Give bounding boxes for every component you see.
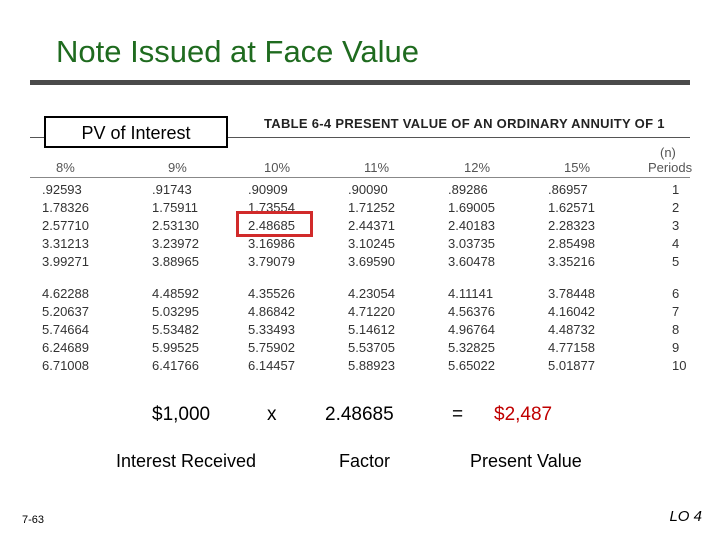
pv-of-interest-label: PV of Interest	[44, 116, 228, 148]
column-header: 11%	[364, 160, 390, 175]
table-cell: 6	[672, 286, 680, 301]
table-cell: 1.71252	[348, 200, 395, 215]
table-cell: 4.77158	[548, 340, 595, 355]
amount-value: $1,000	[152, 404, 211, 425]
table-cell: 2.28323	[548, 218, 595, 233]
slide-number: 7-63	[22, 514, 45, 526]
table-cell: 5.53482	[152, 322, 199, 337]
table-cell: 5.03295	[152, 304, 199, 319]
table-cell: 3	[672, 218, 680, 233]
table-cell: 2.44371	[348, 218, 395, 233]
title-divider	[30, 80, 690, 85]
table-cell: 4.62288	[42, 286, 89, 301]
table-cell: 6.14457	[248, 358, 295, 373]
periods-n-label: (n)	[660, 145, 676, 160]
table-cell: 1.75911	[152, 200, 199, 215]
table-cell: 4.48592	[152, 286, 199, 301]
table-caption: TABLE 6-4 PRESENT VALUE OF AN ORDINARY ANNUITY OF 1	[264, 116, 665, 131]
column-header: Periods	[648, 160, 693, 175]
table-cell: 8	[672, 322, 680, 337]
table-cell: .92593	[42, 182, 82, 197]
table-cell: 5.32825	[448, 340, 495, 355]
column-header: 10%	[264, 160, 291, 175]
table-cell: 1.62571	[548, 200, 595, 215]
table-cell: 4.96764	[448, 322, 495, 337]
table-cell: 10	[672, 358, 687, 373]
table-cell: 5.20637	[42, 304, 89, 319]
table-cell: 5.74664	[42, 322, 89, 337]
table-cell: 3.35216	[548, 254, 595, 269]
present-value-label: Present Value	[470, 451, 582, 471]
table-cell: 5.33493	[248, 322, 295, 337]
times-sign: x	[267, 404, 277, 425]
table-cell: .90090	[348, 182, 388, 197]
column-header: 9%	[168, 160, 187, 175]
table-cell: 3.60478	[448, 254, 495, 269]
present-value-result: $2,487	[494, 404, 553, 425]
table-cell: 1.69005	[448, 200, 495, 215]
table-cell: 7	[672, 304, 680, 319]
table-cell: 2.57710	[42, 218, 89, 233]
column-header: 8%	[56, 160, 75, 175]
table-cell: 1	[672, 182, 680, 197]
slide-title: Note Issued at Face Value	[56, 34, 420, 69]
table-cell: 2.48685	[248, 218, 295, 233]
table-cell: 2.85498	[548, 236, 595, 251]
table-cell: 5.14612	[348, 322, 395, 337]
column-header: 12%	[464, 160, 491, 175]
table-cell: 5.99525	[152, 340, 199, 355]
table-cell: 5.53705	[348, 340, 395, 355]
learning-objective-tag: LO 4	[669, 508, 702, 525]
interest-received-label: Interest Received	[116, 451, 257, 471]
table-cell: 5.88923	[348, 358, 395, 373]
header-separator	[30, 177, 690, 178]
table-cell: 3.69590	[348, 254, 395, 269]
table-cell: 4.71220	[348, 304, 395, 319]
table-cell: 4.35526	[248, 286, 295, 301]
table-cell: .89286	[448, 182, 488, 197]
table-cell: 5.75902	[248, 340, 295, 355]
table-cell: 4.11141	[448, 286, 494, 301]
table-cell: 4.48732	[548, 322, 595, 337]
table-cell: 5.01877	[548, 358, 595, 373]
table-cell: 3.78448	[548, 286, 595, 301]
factor-highlight-box	[236, 211, 313, 237]
table-cell: 3.79079	[248, 254, 295, 269]
table-cell: 1.73554	[248, 200, 295, 215]
table-cell: 3.23972	[152, 236, 199, 251]
table-cell: .91743	[152, 182, 192, 197]
table-cell: .90909	[248, 182, 288, 197]
table-cell: 6.24689	[42, 340, 89, 355]
table-cell: 3.99271	[42, 254, 89, 269]
table-cell: 5	[672, 254, 680, 269]
factor-value: 2.48685	[325, 404, 394, 425]
table-cell: 4.86842	[248, 304, 295, 319]
table-cell: 6.71008	[42, 358, 89, 373]
table-cell: 4.23054	[348, 286, 395, 301]
factor-label: Factor	[339, 451, 391, 471]
table-cell: 4.56376	[448, 304, 495, 319]
table-cell: 3.03735	[448, 236, 495, 251]
table-cell: 6.41766	[152, 358, 199, 373]
table-cell: 2.40183	[448, 218, 495, 233]
table-cell: 5.65022	[448, 358, 495, 373]
table-cell: 1.78326	[42, 200, 89, 215]
table-cell: 2	[672, 200, 680, 215]
table-cell: 3.88965	[152, 254, 199, 269]
equals-sign: =	[452, 404, 464, 425]
table-cell: 2.53130	[152, 218, 199, 233]
table-cell: .86957	[548, 182, 588, 197]
table-cell: 4.16042	[548, 304, 595, 319]
table-cell: 9	[672, 340, 680, 355]
table-cell: 3.16986	[248, 236, 295, 251]
table-cell: 4	[672, 236, 680, 251]
table-cell: 3.10245	[348, 236, 395, 251]
column-header: 15%	[564, 160, 591, 175]
table-cell: 3.31213	[42, 236, 89, 251]
